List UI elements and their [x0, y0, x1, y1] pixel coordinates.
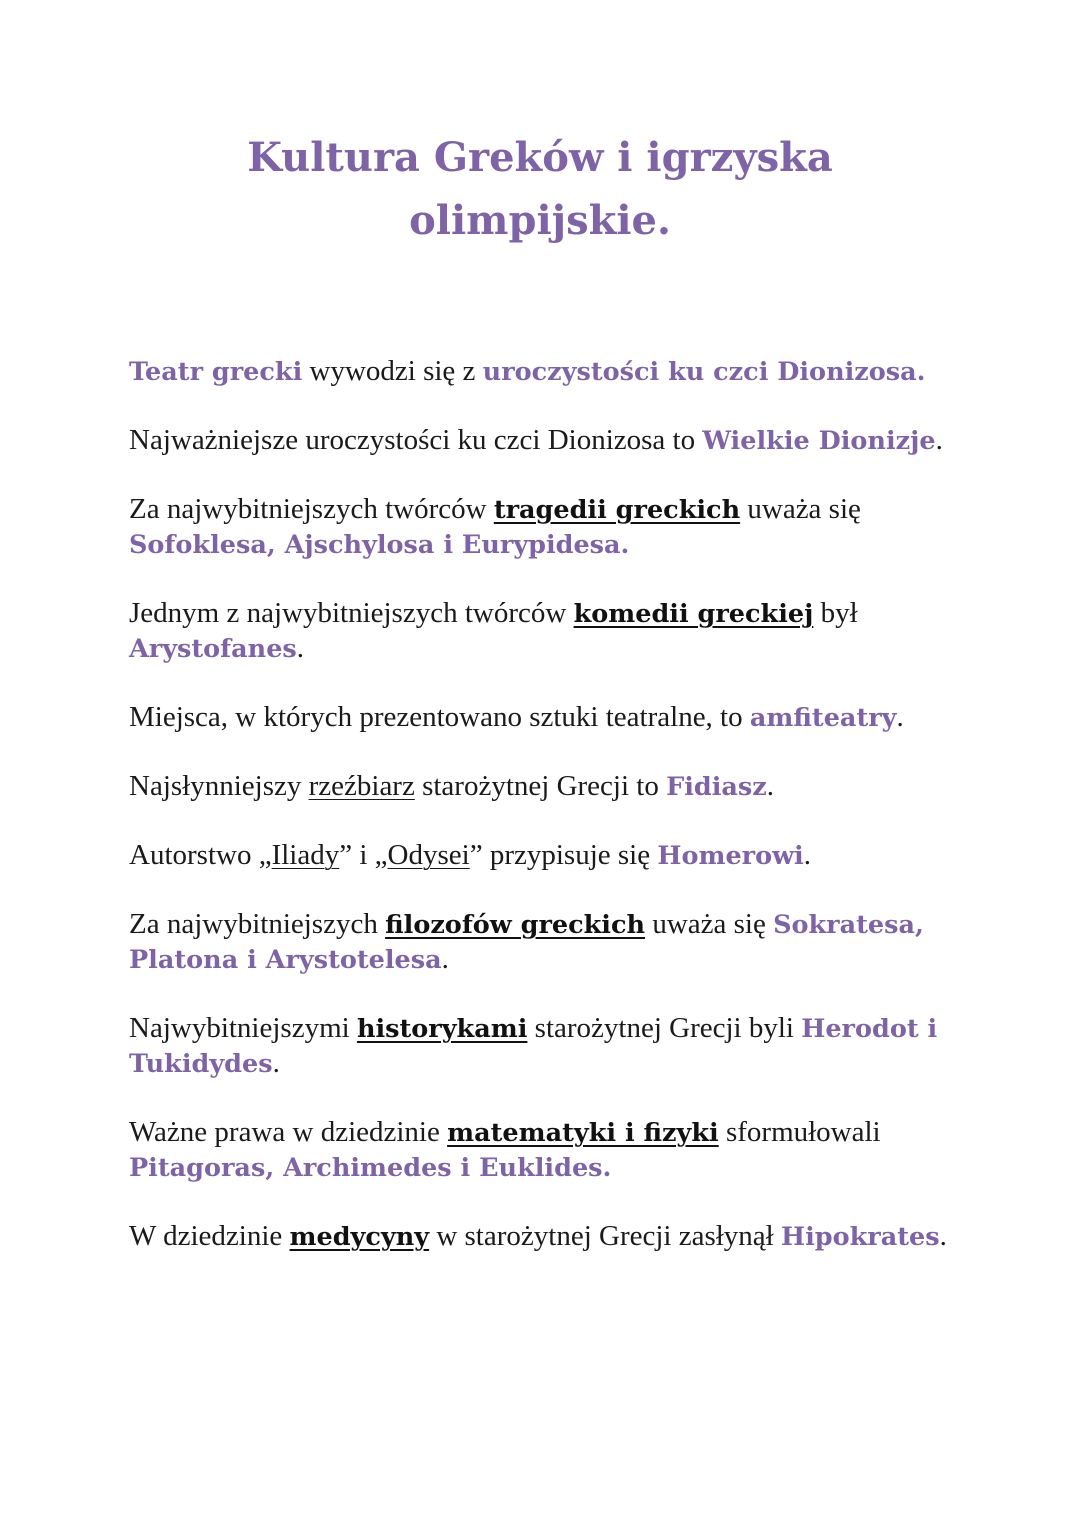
- text-fragment: .: [766, 770, 775, 802]
- highlight-names: Sofoklesa, Ajschylosa i Eurypidesa.: [129, 530, 630, 560]
- text-fragment: .: [272, 1047, 280, 1079]
- paragraph-amfiteatry: [129, 700, 959, 735]
- page-title: [0, 126, 1080, 252]
- underlined-term: Odysei: [387, 839, 470, 871]
- text-fragment: Ważne prawa w dziedzinie: [129, 1116, 448, 1148]
- text-fragment: Najsłynniejszy: [129, 770, 309, 802]
- text-fragment: .: [803, 839, 811, 871]
- text-fragment: starożytnej Grecji byli: [527, 1012, 802, 1044]
- text-fragment: .: [935, 424, 943, 456]
- text-fragment: .: [296, 632, 305, 664]
- paragraph-rzezbiarz: [129, 769, 959, 804]
- text-fragment: sformułowali: [718, 1116, 881, 1148]
- highlight-name: Fidiasz: [666, 772, 767, 802]
- paragraph-dionizje: [129, 423, 959, 458]
- highlight-names: Herodot i Tukidydes: [129, 1014, 938, 1079]
- text-fragment: Za najwybitniejszych: [129, 908, 386, 940]
- underlined-term: rzeźbiarz: [308, 770, 415, 802]
- page-title-line-2: olimpijskie.: [409, 197, 671, 244]
- text-fragment: .: [939, 1220, 947, 1252]
- text-fragment: Miejsca, w których prezentowano sztuki teatralne, to: [129, 701, 750, 733]
- text-fragment: Jednym z najwybitniejszych twórców: [129, 597, 574, 629]
- paragraph-matematyka: [129, 1115, 959, 1185]
- keyword-underlined: matematyki i fizyki: [447, 1118, 719, 1148]
- text-fragment: Najważniejsze uroczystości ku czci Dionizosa to: [129, 424, 703, 456]
- keyword-underlined: historykami: [356, 1014, 528, 1044]
- highlight-names: Sokratesa, Platona i Arystotelesa: [129, 910, 924, 975]
- text-fragment: Za najwybitniejszych twórców: [129, 493, 494, 525]
- highlight-names: Pitagoras, Archimedes i Euklides.: [129, 1153, 612, 1183]
- notes-body: [129, 354, 959, 1288]
- paragraph-tragedia: [129, 492, 959, 562]
- paragraph-homer: [129, 838, 959, 873]
- highlight-name: Hipokrates: [780, 1222, 940, 1252]
- keyword-underlined: tragedii greckich: [493, 495, 741, 525]
- highlight-name: Arystofanes: [129, 634, 297, 664]
- highlight-term: uroczystości ku czci Dionizosa.: [482, 357, 926, 387]
- text-fragment: wywodzi się z: [302, 355, 483, 387]
- text-fragment: uważa się: [740, 493, 861, 525]
- highlight-name: Homerowi: [657, 841, 804, 871]
- text-fragment: ” przypisuje się: [469, 839, 658, 871]
- paragraph-komedia: [129, 596, 959, 666]
- paragraph-historycy: [129, 1011, 959, 1081]
- text-fragment: ” i „: [339, 839, 388, 871]
- text-fragment: Najwybitniejszymi: [129, 1012, 357, 1044]
- keyword-underlined: filozofów greckich: [385, 910, 646, 940]
- text-fragment: .: [441, 943, 449, 975]
- text-fragment: .: [896, 701, 904, 733]
- underlined-term: Iliady: [271, 839, 340, 871]
- highlight-term: Wielkie Dionizje: [702, 426, 936, 456]
- highlight-name: amfiteatry: [749, 703, 897, 733]
- text-fragment: był: [813, 597, 858, 629]
- text-fragment: starożytnej Grecji to: [414, 770, 667, 802]
- page-title-line-1: Kultura Greków i igrzyska: [247, 134, 833, 181]
- text-fragment: W dziedzinie: [129, 1220, 290, 1252]
- text-fragment: w starożytnej Grecji zasłynął: [429, 1220, 781, 1252]
- paragraph-filozofowie: [129, 907, 959, 977]
- paragraph-teatr: [129, 354, 959, 389]
- highlight-term: Teatr grecki: [129, 357, 303, 387]
- text-fragment: Autorstwo „: [129, 839, 272, 871]
- text-fragment: uważa się: [645, 908, 774, 940]
- keyword-underlined: komedii greckiej: [573, 599, 814, 629]
- paragraph-medycyna: [129, 1219, 959, 1254]
- keyword-underlined: medycyny: [289, 1222, 430, 1252]
